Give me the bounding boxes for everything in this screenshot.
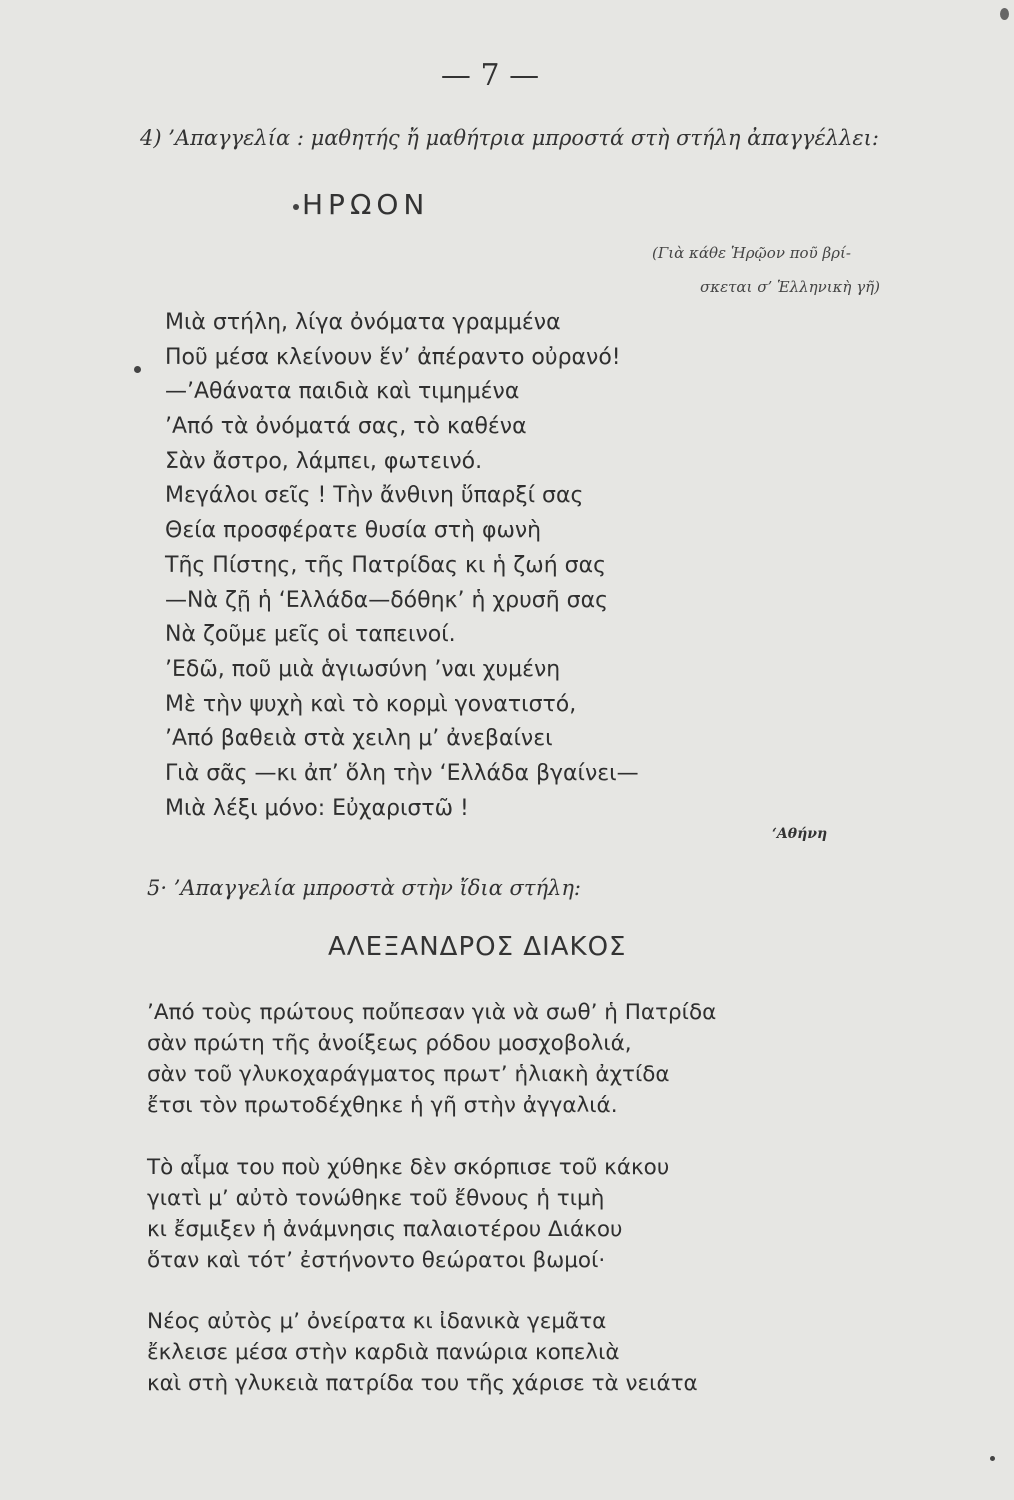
poem-line: Τῆς Πίστης, τῆς Πατρίδας κι ἡ ζωή σας	[165, 552, 606, 578]
poem-line: σὰν πρώτη τῆς ἀνοίξεως ρόδου μοσχοβολιά,	[147, 1031, 632, 1056]
poem-line: Σὰν ἄστρο, λάμπει, φωτεινό.	[165, 448, 483, 474]
poem-stanza-2	[147, 1152, 669, 1276]
poem-line: σὰν τοῦ γλυκοχαράγματος πρωτ’ ἡλιακὴ ἀχτίδα	[147, 1062, 670, 1087]
poem-line: ’Από βαθειὰ στὰ χειλη μ’ ἀνεβαίνει	[165, 726, 553, 752]
poem-title-heroon: ΗΡΩΟΝ	[302, 188, 430, 221]
poem-line: γιατὶ μ’ αὐτὸ τονώθηκε τοῦ ἔθνους ἡ τιμὴ	[147, 1186, 605, 1211]
poem-line: Μὲ τὴν ψυχὴ καὶ τὸ κορμὶ γονατιστό,	[165, 691, 577, 717]
poem-line: Ποῦ μέσα κλείνουν ἕν’ ἀπέραντο οὐρανό!	[165, 344, 621, 370]
dedication-line: (Γιὰ κάθε Ἡρῷον ποῦ βρί-	[652, 244, 851, 262]
dedication-line: σκεται σ’ Ἑλληνικὴ γῆ)	[700, 278, 880, 296]
page-number: — 7 —	[440, 58, 540, 93]
poem-dedication	[652, 236, 942, 304]
paper-speck	[990, 1456, 995, 1461]
poem-line: καὶ στὴ γλυκειὰ πατρίδα του τῆς χάρισε τὰ νειάτα	[147, 1371, 698, 1396]
poem-line: Μεγάλοι σεῖς ! Τὴν ἄνθινη ὕπαρξί σας	[165, 483, 584, 509]
poem-line: —’Αθάνατα παιδιὰ καὶ τιμημένα	[165, 379, 520, 405]
poem-line: Μιὰ στήλη, λίγα ὀνόματα γραμμένα	[165, 310, 561, 335]
section-5-instruction: 5· ’Απαγγελία μπροστὰ στὴν ἴδια στήλη:	[147, 876, 581, 900]
poem-title-diakos: ΑΛΕΞΑΝΔΡΟΣ ΔΙΑΚΟΣ	[328, 932, 627, 962]
poem-signature: ‘Αθήνη	[772, 826, 828, 842]
poem-line: Τὸ αἷμα του ποὺ χύθηκε δὲν σκόρπισε τοῦ κάκου	[147, 1155, 670, 1180]
paper-speck	[134, 366, 141, 373]
poem-line: Νὰ ζοῦμε μεῖς οἱ ταπεινοί.	[165, 622, 456, 648]
poem-line: ἔτσι τὸν πρωτοδέχθηκε ἡ γῆ στὴν ἀγγαλιά.	[147, 1093, 618, 1118]
poem-line: κι ἔσμιξεν ἡ ἀνάμνησις παλαιοτέρου Διάκου	[147, 1217, 623, 1242]
poem-line: ’Από τοὺς πρώτους ποὔπεσαν γιὰ νὰ σωθ’ ἡ Πατρίδα	[147, 1000, 717, 1025]
paper-speck	[293, 204, 299, 210]
poem-line: Νέος αὐτὸς μ’ ὀνείρατα κι ἰδανικὰ γεμᾶτα	[147, 1309, 607, 1334]
poem-stanza-3	[147, 1306, 698, 1399]
poem-heroon-body	[165, 306, 639, 826]
poem-line: Θεία προσφέρατε θυσία στὴ φωνὴ	[165, 518, 542, 544]
poem-stanza-1	[147, 997, 716, 1121]
poem-line: ’Από τὰ ὀνόματά σας, τὸ καθένα	[165, 414, 527, 440]
poem-line: Μιὰ λέξι μόνο: Εὐχαριστῶ !	[165, 795, 469, 821]
poem-line: Γιὰ σᾶς —κι ἀπ’ ὅλη τὴν ‘Ελλάδα βγαίνει—	[165, 760, 639, 786]
paper-speck	[1000, 8, 1009, 20]
poem-line: —Νὰ ζῇ ἡ ‘Ελλάδα—δόθηκ’ ἡ χρυσῆ σας	[165, 587, 609, 613]
section-4-instruction: 4) ’Απαγγελία : μαθητής ἤ μαθήτρια μπροστά στὴ στήλη ἀπαγγέλλει:	[140, 126, 879, 150]
poem-line: ὅταν καὶ τότ’ ἐστήνοντο θεώρατοι βωμοί·	[147, 1248, 606, 1273]
poem-line: ἔκλεισε μέσα στὴν καρδιὰ πανώρια κοπελιὰ	[147, 1340, 620, 1365]
poem-line: ’Εδῶ, ποῦ μιὰ ἁγιωσύνη ’ναι χυμένη	[165, 656, 561, 682]
